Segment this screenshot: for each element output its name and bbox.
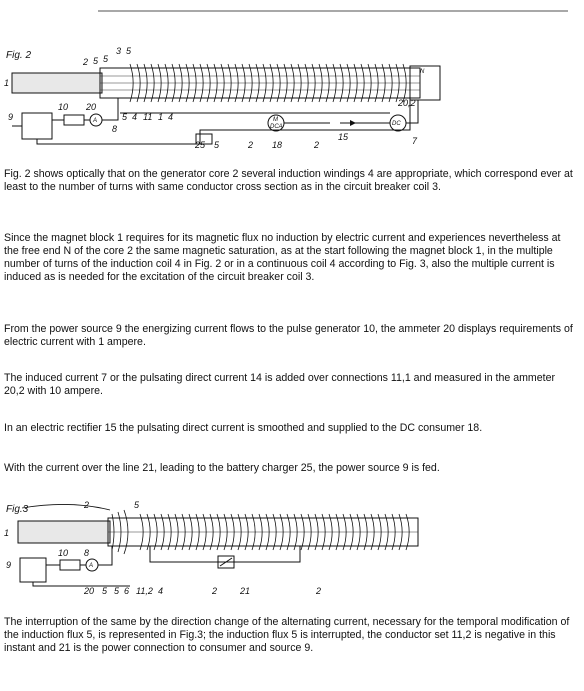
- consumer-m: M: [273, 117, 278, 123]
- power-source-9: [22, 113, 52, 139]
- callout: 2: [314, 140, 320, 150]
- n-label: N: [420, 69, 425, 75]
- callout: 2: [84, 500, 90, 510]
- callout: 2: [248, 140, 254, 150]
- callout: 6: [124, 586, 130, 596]
- callout: 10: [58, 102, 69, 112]
- paragraph-power-source: From the power source 9 the energizing current flows to the pulse generator 10, the ammeter 20 displays requirements of electric current with 1 ampere.: [4, 323, 573, 348]
- callout: 11: [143, 112, 153, 122]
- paragraph-rectifier: In an electric rectifier 15 the pulsating direct current is smoothed and supplied to the DC consumer 18.: [4, 422, 483, 434]
- callout: 4: [158, 586, 164, 596]
- callout: 4: [168, 112, 174, 122]
- pulse-generator-10: [60, 560, 80, 570]
- callout: 18: [272, 140, 283, 150]
- pulse-generator-10: [64, 115, 84, 125]
- paragraph-magnet-block: Since the magnet block 1 requires for its magnetic flux no induction by electric current and experiences nevertheless at the free end N of the core 2 the same magnetic saturation, as at the start following the magnet block 1, in the multiple number of turns of the induction coil 4 in Fig. 2 or in a continuous coil 4 according to Fig. 3, also the multiple current is induced as is needed for the excitation of the circuit breaker coil 3.: [4, 232, 561, 283]
- figure-3: [0, 496, 584, 606]
- figure-2-drawing: [0, 40, 584, 150]
- callout: 10: [58, 548, 69, 558]
- callout: 5: [134, 500, 140, 510]
- callout: 5: [102, 586, 108, 596]
- ammeter-letter: A: [89, 563, 94, 569]
- callout: 7: [412, 136, 418, 146]
- callout: 4: [132, 112, 138, 122]
- figure-3-drawing: [0, 496, 584, 606]
- callout: 5: [93, 56, 99, 66]
- paragraph-line-21: With the current over the line 21, leading to the battery charger 25, the power source 9 is fed.: [4, 462, 440, 474]
- callout: 5: [114, 586, 120, 596]
- figure-3-label: Fig.3: [6, 504, 29, 515]
- callout: 1: [4, 78, 10, 88]
- paragraph-interruption: The interruption of the same by the direction change of the alternating current, necessary for the temporal modification of the induction flux 5, is represented in Fig.3; the induction flux 5 is interrupted, the conductor set 11,2 is negative in this instant and 21 is the power connection to consumer and source 9.: [4, 616, 570, 654]
- callout: 5: [126, 46, 132, 56]
- callout: 3: [116, 46, 122, 56]
- callout: 8: [112, 124, 118, 134]
- callout: 1: [4, 528, 10, 538]
- callout: 20,2: [398, 98, 416, 108]
- callout: 1: [158, 112, 164, 122]
- callout: 15: [338, 132, 349, 142]
- callout: 5: [103, 54, 109, 64]
- callout: 20: [84, 586, 95, 596]
- consumer-dca: DCA: [270, 124, 283, 130]
- callout: 11,2: [136, 586, 153, 596]
- callout: 9: [8, 112, 14, 122]
- callout: 5: [214, 140, 220, 150]
- callout: 2: [83, 57, 89, 67]
- callout: 5: [122, 112, 128, 122]
- callout: 21: [240, 586, 251, 596]
- figure-2-label: Fig. 2: [6, 50, 32, 61]
- callout: 20: [86, 102, 97, 112]
- figure-2: [0, 40, 584, 150]
- callout: 25: [195, 140, 206, 150]
- top-divider: [98, 10, 568, 12]
- callout: 8: [84, 548, 90, 558]
- power-source-9: [20, 558, 46, 582]
- paragraph-induced-current: The induced current 7 or the pulsating direct current 14 is added over connections 11,1 and measured in the ammeter 20,2 with 10 ampere.: [4, 372, 555, 397]
- magnet-block: [12, 73, 102, 93]
- callout: 2: [212, 586, 218, 596]
- callout: 9: [6, 560, 12, 570]
- paragraph-fig2-description: Fig. 2 shows optically that on the generator core 2 several induction windings 4 are appropriate, which correspond ever at least to the number of turns with same conductor cross section as in the circuit breaker coil 3.: [4, 168, 573, 193]
- callout: 2: [316, 586, 322, 596]
- magnet-block: [18, 521, 110, 543]
- ammeter-20-letter: A: [93, 118, 98, 124]
- ammeter-dc: DC: [392, 121, 401, 127]
